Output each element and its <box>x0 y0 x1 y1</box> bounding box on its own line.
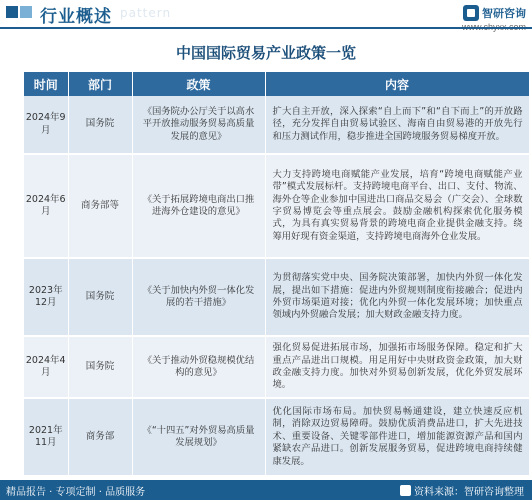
cell-time: 2024年4月 <box>24 336 68 398</box>
cell-content: 强化贸易促进拓展市场，加强拓市场服务保障。稳定和扩大重点产品进出口规模。用足用好中央财政资金政策，加大财政金融支持力度。加快对外贸易创新发展，优化外贸发展环境。 <box>265 336 529 398</box>
brand-logo-icon <box>463 5 479 21</box>
cell-time: 2024年6月 <box>24 154 68 258</box>
cell-content: 大力支持跨境电商赋能产业发展，培育“跨境电商赋能产业带”模式发展标杆。支持跨境电商平台、出口、支付、物流、海外仓等企业参加中国进出口商品交易会（广交会）、全球数字贸易博览会等重点展会。鼓励金融机构探索优化服务模式，为具有真实贸易背景的跨境电商企业提供金融支持。绕筹用好现有资金渠道，支持跨境电商海外仓业发展。 <box>265 154 529 258</box>
column-header-content: 内容 <box>265 72 529 96</box>
section-marker-icon <box>6 6 18 18</box>
cell-content: 优化国际市场布局。加快贸易畅通建设，建立快速反应机制，消除双边贸易障碍。鼓励优质消费品进口，扩大先进技术、重要设备、关键零部件进口，增加能源资源产品和国内紧缺农产品进口。创新发展服务贸易，促进跨境电商持续健康发展。 <box>265 398 529 476</box>
cell-policy: 《国务院办公厅关于以高水平开放推动服务贸易高质量发展的意见》 <box>132 96 265 154</box>
cell-time: 2024年9月 <box>24 96 68 154</box>
table-row <box>24 258 529 336</box>
section-marker-icon-secondary <box>20 6 32 18</box>
cell-dept: 商务部等 <box>68 154 132 258</box>
brand-name: 智研咨询 <box>482 6 526 20</box>
cell-policy: 《关于加快内外贸一体化发展的若干措施》 <box>132 258 265 336</box>
cell-dept: 商务部 <box>68 398 132 476</box>
cell-policy: 《关于拓展跨境电商出口推进海外仓建设的意见》 <box>132 154 265 258</box>
cell-policy: 《“十四五”对外贸易高质量发展规划》 <box>132 398 265 476</box>
document-title: 中国国际贸易产业政策一览 <box>175 44 356 62</box>
cell-dept: 国务院 <box>68 336 132 398</box>
footer-slogan: 精品报告 · 专项定制 · 品质服务 <box>6 487 146 498</box>
cell-policy: 《关于推动外贸稳规模优结构的意见》 <box>132 336 265 398</box>
source-text: 资料来源：智研咨询整理 <box>414 487 524 498</box>
policy-table <box>24 72 530 477</box>
table-row <box>24 398 529 476</box>
background-watermark: pattern <box>120 6 172 20</box>
cell-content: 为贯彻落实党中央、国务院决策部署，加快内外贸一体化发展，提出如下措施：促进内外贸规则制度衔接融合；促进内外贸市场渠道对接；优化内外贸一体化发展环境；加快重点领域内外贸融合发展；加大财政金融支持力度。 <box>265 258 529 336</box>
cell-time: 2021年11月 <box>24 398 68 476</box>
section-title: 行业概述 <box>40 7 112 27</box>
table-header-row <box>24 72 529 96</box>
cell-dept: 国务院 <box>68 96 132 154</box>
top-bar <box>0 0 532 26</box>
table-row <box>24 96 529 154</box>
column-header-dept: 部门 <box>68 72 132 96</box>
table-row <box>24 154 529 258</box>
column-header-policy: 政策 <box>132 72 265 96</box>
footer-source <box>400 483 524 498</box>
header-divider <box>0 27 532 29</box>
column-header-time: 时间 <box>24 72 68 96</box>
table-row <box>24 336 529 398</box>
cell-time: 2023年12月 <box>24 258 68 336</box>
brand-logo-icon <box>400 485 411 496</box>
cell-content: 扩大自主开放，深入探索“自上而下”和“自下而上”的开放路径，充分发挥自由贸易试验区、海南自由贸易港的开放先行和压力测试作用，稳步推进全国跨境服务贸易梯度开放。 <box>265 96 529 154</box>
footer-bar <box>0 480 532 500</box>
cell-dept: 国务院 <box>68 258 132 336</box>
